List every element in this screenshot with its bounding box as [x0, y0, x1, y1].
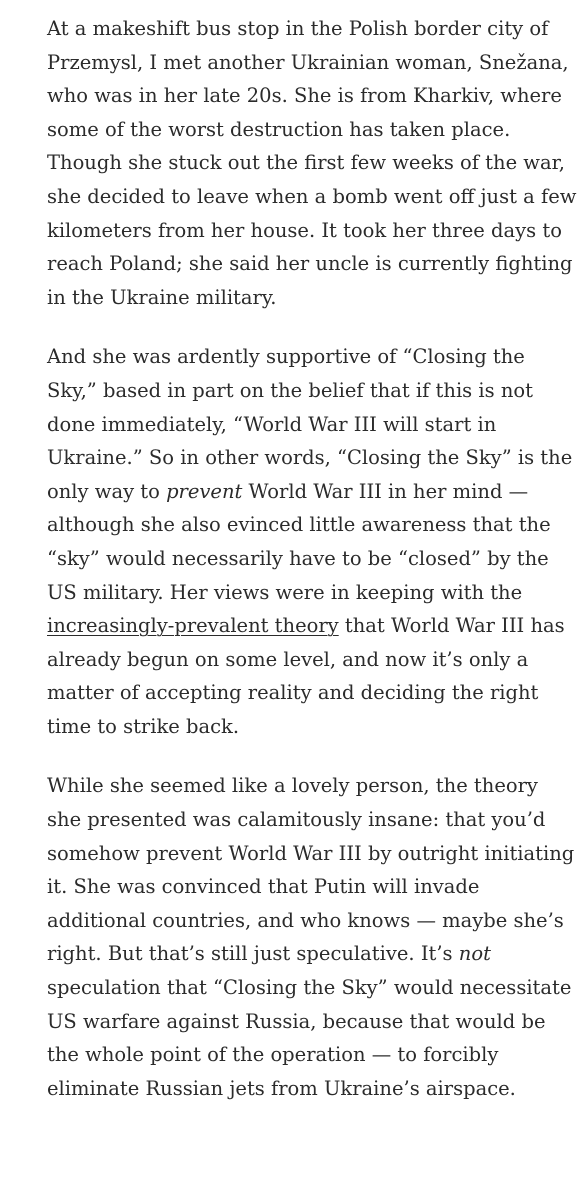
paragraph-snezana-intro [47, 12, 577, 314]
paragraph-text-part: While she seemed like a lovely person, the theory she presented was calamitously insane: that you’d somehow prevent World War III by outright initiating it. She was convinced that Putin will invade additional countries, and who knows — maybe she’s right. But that’s still just speculative. It’s [47, 774, 575, 966]
increasingly-prevalent-theory-link[interactable]: increasingly-prevalent theory [47, 614, 339, 638]
emphasis-not: not [458, 942, 491, 966]
emphasis-prevent: prevent [166, 479, 243, 503]
paragraph-closing-the-sky [47, 340, 577, 743]
paragraph-text-part: that World War III has already begun on some level, and now it’s only a matter of accepting reality and deciding the right time to strike back. [47, 614, 565, 738]
paragraph-text-part: World War III in her mind — although she also evinced little awareness that the “sky” would necessarily have to be “closed” by the US military. Her views were in keeping with the [47, 479, 551, 604]
paragraph-text-part: speculation that “Closing the Sky” would necessitate US warfare against Russia, because that would be the whole point of the operation — to forcibly eliminate Russian jets from Ukraine’s airspace. [47, 976, 572, 1100]
paragraph-theory-insane [47, 769, 577, 1105]
paragraph-text-part: And she was ardently supportive of “Closing the Sky,” based in part on the belief that if this is not done immediately, “World War III will start in Ukraine.” So in other words, “Closing the Sky” is the only way to [47, 345, 573, 503]
paragraph-text: At a makeshift bus stop in the Polish border city of Przemysl, I met another Ukrainian woman, Snežana, who was in her late 20s. She is from Kharkiv, where some of the worst destruction has taken place. Though she stuck out the first few weeks of the war, she decided to leave when a bomb went off just a few kilometers from her house. It took her three days to reach Poland; she said her uncle is currently fighting in the Ukraine military. [47, 17, 577, 309]
